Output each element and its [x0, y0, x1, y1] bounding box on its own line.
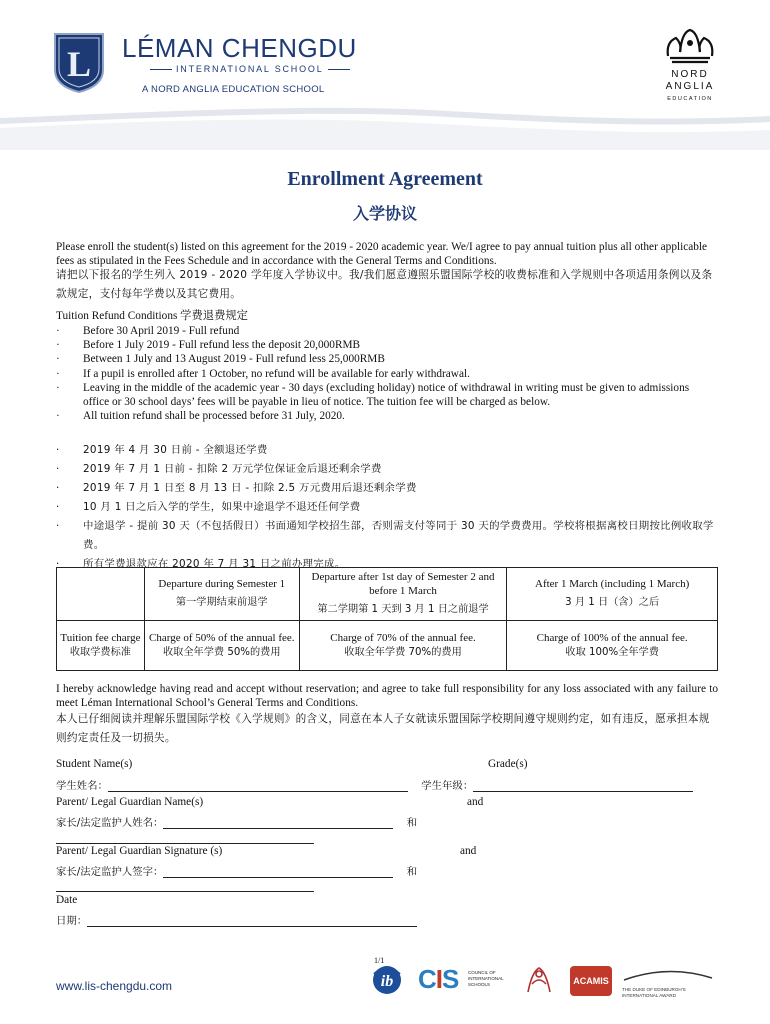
grade-field[interactable] [473, 791, 693, 792]
school-shield-logo [53, 32, 105, 94]
shield-letter: L [66, 44, 92, 84]
list-item: · Before 1 July 2019 - Full refund less the deposit 20,000RMB [56, 339, 361, 352]
guardian-name-field-2[interactable] [56, 843, 314, 844]
list-item: · 10 月 1 日之后入学的学生，如果中途退学不退还任何学费 [56, 501, 361, 513]
title-english: Enrollment Agreement [287, 168, 483, 190]
intro-chinese: 请把以下报名的学生列入 2019 - 2020 学年度入学协议中。我/我们愿意遵照乐盟国际学校的收费标准和入学规则中各项适用条例以及条款规定，支付每年学费以及其它费用。 [56, 269, 713, 300]
and-label: and [460, 845, 477, 857]
table-row-label: Tuition fee charge 收取学费标准 [57, 621, 145, 671]
refund-heading: Tuition Refund Conditions 学费退费规定 [56, 310, 248, 322]
list-item: · 所有学费退款应在 2020 年 7 月 31 日之前办理完成。 [56, 558, 346, 570]
crown-icon [662, 26, 718, 64]
table-cell: Charge of 100% of the annual fee. 收取 100%全年学费 [507, 621, 718, 671]
date-field[interactable] [87, 926, 417, 927]
guardian-signature-field[interactable] [163, 877, 393, 878]
list-item: · 中途退学 - 提前 30 天（不包括假日）书面通知学校招生部，否则需支付等同于 30 天的学费费用。学校将根据离校日期按比例收取学费。 [56, 520, 714, 551]
list-item: · 2019 年 4 月 30 日前 - 全额退还学费 [56, 444, 268, 456]
school-name: LÉMAN CHENGDU [122, 33, 357, 63]
grade-label: Grade(s) [488, 758, 528, 770]
and-label: and [467, 796, 484, 808]
guardian-name-label: Parent/ Legal Guardian Name(s) [56, 796, 204, 808]
list-item: · Leaving in the middle of the academic year - 30 days (excluding holiday) notice of withdrawal in writing must be given to admissions office or 30 school days’ fees will be payable in lieu of notice. The tuition fee will be charged as below. [56, 381, 690, 409]
guardian-name-field[interactable] [163, 828, 393, 829]
acknowledgement-english: I hereby acknowledge having read and accept without reservation; and agree to take full responsibility for any loss associated with any failure to meet Léman International School’s General Terms and Conditions. [56, 683, 718, 710]
student-name-field[interactable] [108, 791, 408, 792]
school-brand [122, 34, 357, 95]
guardian-signature-label: Parent/ Legal Guardian Signature (s) [56, 845, 223, 857]
guardian-name-row: 家长/法定监护人姓名： 和 [56, 817, 418, 829]
student-name-label: Student Name(s) [56, 758, 133, 770]
guardian-name-row-2 [56, 832, 314, 844]
table-header-cell: Departure during Semester 1 第一学期结束前退学 [144, 568, 299, 621]
duke-of-edinburgh-logo: THE DUKE OF EDINBURGH'S INTERNATIONAL AWARD [622, 968, 714, 999]
guardian-signature-field-2[interactable] [56, 891, 314, 892]
school-subtitle: INTERNATIONAL SCHOOL [122, 64, 357, 74]
student-name-row: 学生姓名： 学生年级： [56, 777, 693, 792]
tuition-fee-table [56, 567, 718, 671]
list-item: · Between 1 July and 13 August 2019 - Full refund less 25,000RMB [56, 353, 385, 366]
table-cell: Charge of 50% of the annual fee. 收取全年学费 50%的费用 [144, 621, 299, 671]
ib-logo [369, 962, 405, 996]
refund-list-english [56, 324, 718, 423]
guardian-signature-row: 家长/法定监护人签字： 和 [56, 866, 418, 878]
table-header-cell: Departure after 1st day of Semester 2 and before 1 March 第二学期第 1 天到 3 月 1 日之前退学 [299, 568, 507, 621]
cis-logo: CIS [418, 964, 459, 994]
header-band [0, 0, 770, 150]
table-row [57, 621, 718, 671]
school-tagline: A NORD ANGLIA EDUCATION SCHOOL [142, 84, 325, 95]
page-number: 1/1 [374, 956, 385, 965]
website-link[interactable]: www.lis-chengdu.com [56, 979, 173, 993]
na-line3: EDUCATION [667, 96, 713, 102]
guardian-signature-row-2 [56, 880, 314, 892]
na-line1: NORD [671, 69, 709, 80]
cis-logo-subtitle: COUNCIL OF INTERNATIONAL SCHOOLS [468, 970, 504, 987]
list-item: · All tuition refund shall be processed before 31 July, 2020. [56, 410, 345, 423]
intro-english: Please enroll the student(s) listed on this agreement for the 2019 - 2020 academic year. We/I agree to pay annual tuition plus all other applicable fees as stipulated in the Fees Schedule and in accordance with the General Terms and Conditions. [56, 241, 708, 268]
list-item: · If a pupil is enrolled after 1 October, no refund will be available for early withdrawal. [56, 367, 470, 380]
table-row [57, 568, 718, 621]
refund-list-chinese [56, 441, 718, 574]
title-chinese: 入学协议 [352, 204, 417, 223]
table-corner-cell [57, 568, 145, 621]
list-item: · Before 30 April 2019 - Full refund [56, 325, 240, 337]
table-header-cell: After 1 March (including 1 March) 3 月 1 日（含）之后 [507, 568, 718, 621]
list-item: · 2019 年 7 月 1 日至 8 月 13 日 - 扣除 2.5 万元费用后退还剩余学费 [56, 482, 417, 494]
svg-text:ib: ib [380, 973, 394, 990]
acknowledgement-chinese: 本人已仔细阅读并理解乐盟国际学校《入学规则》的含义，同意在本人子女就读乐盟国际学校期间遵守规则约定，如有违反，愿承担本规则约定责任及一切损失。 [56, 713, 710, 744]
date-label: Date [56, 894, 78, 906]
date-row: 日期： [56, 912, 417, 927]
list-item: · 2019 年 7 月 1 日前 - 扣除 2 万元学位保证金后退还剩余学费 [56, 463, 382, 475]
doe-swoosh-icon [622, 968, 714, 982]
nord-anglia-logo [660, 26, 720, 105]
header-wave-decoration [0, 0, 770, 150]
acamis-logo: ACAMIS [570, 966, 612, 996]
award-emblem-icon [522, 962, 556, 998]
na-line2: ANGLIA [665, 81, 715, 92]
table-cell: Charge of 70% of the annual fee. 收取全年学费 70%的费用 [299, 621, 507, 671]
